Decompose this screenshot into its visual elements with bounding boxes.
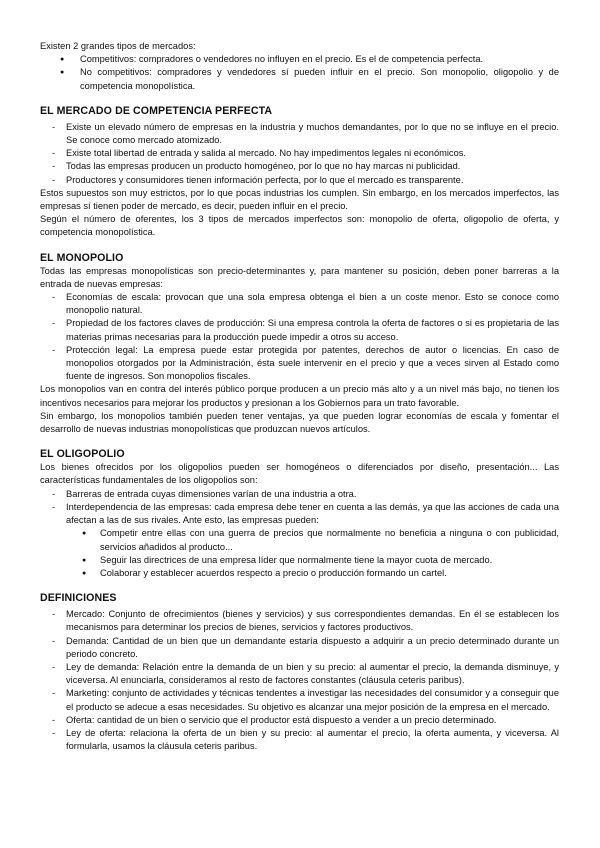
list-item: ● Seguir las directrices de una empresa líder que normalmente tiene la mayor cuota de mercado. bbox=[40, 554, 559, 567]
list-item: - Protección legal: La empresa puede estar protegida por patentes, derechos de autor o licencias. En caso de monopolios otorgados por la Administración, ésta suele intervenir en el precio y que a veces sirven al Estado como fuente de ingresos. Son monopolios fiscales. bbox=[40, 344, 559, 384]
section-title-definitions: DEFINICIONES bbox=[40, 592, 117, 605]
paragraph: Según el número de oferentes, los 3 tipos de mercados imperfectos son: monopolio de oferta, oligopolio de oferta, y competencia monopolística. bbox=[40, 214, 559, 238]
paragraph: Sin embargo, los monopolios también pueden tener ventajas, ya que pueden lograr economías de escala y fomentar el desarrollo de nuevas industrias monopolísticas que produzcan nuevos artículos. bbox=[40, 410, 559, 435]
list-item: - Interdependencia de las empresas: cada empresa debe tener en cuenta a las demás, ya que las acciones de cada una afectan a las de sus rivales. Ante esto, las empresas pueden: bbox=[40, 501, 559, 527]
list-item: - Barreras de entrada cuyas dimensiones varían de una industria a otra. bbox=[40, 488, 559, 501]
list-item: - Ley de oferta: relaciona la oferta de un bien y su precio: al aumentar el precio, la oferta aumenta, y viceversa. Al formularla, usamos la cláusula ceteris paribus. bbox=[40, 727, 559, 753]
list-item: ● No competitivos: compradores y vendedores sí pueden influir en el precio. Son monopolio, oligopolio y de competencia monopolística. bbox=[40, 66, 559, 92]
list-item: - Existe un elevado número de empresas en la industria y muchos demandantes, por lo que no se influye en el precio. Se conoce como mercado atomizado. bbox=[40, 121, 559, 147]
list-item: - Propiedad de los factores claves de producción: Si una empresa controla la oferta de factores o si es propietaria de las materias primas necesarias para la producción puede impedir a otros su acceso. bbox=[40, 317, 559, 343]
section-title-perfect-competition: EL MERCADO DE COMPETENCIA PERFECTA bbox=[40, 104, 273, 117]
section-title-monopoly: EL MONOPOLIO bbox=[40, 251, 124, 264]
list-item: - Marketing: conjunto de actividades y técnicas tendentes a investigar las necesidades del consumidor y a conseguir que el producto se adecue a esas necesidades. Su objetivo es alcanzar una mejor posición de la empresa en el mercado. bbox=[40, 687, 559, 713]
paragraph: Los bienes ofrecidos por los oligopolios pueden ser homogéneos o diferenciados por diseño, presentación... Las características fundamentales de los oligopolios son: bbox=[40, 462, 559, 486]
list-item: - Ley de demanda: Relación entre la demanda de un bien y su precio: al aumentar el precio, la demanda disminuye, y viceversa. Al enunciarla, consideramos al resto de factores constantes (cláusula ceteris paribus). bbox=[40, 661, 559, 687]
list-item: - Demanda: Cantidad de un bien que un demandante estaría dispuesto a adquirir a un precio determinado durante un periodo concreto. bbox=[40, 635, 559, 661]
list-item: ● Colaborar y establecer acuerdos respecto a precio o producción formando un cartel. bbox=[40, 567, 559, 580]
list-item: - Oferta: cantidad de un bien o servicio que el productor está dispuesto a vender a un precio determinado. bbox=[40, 714, 559, 727]
list-item: - Todas las empresas producen un producto homogéneo, por lo que no hay marcas ni publicidad. bbox=[40, 160, 559, 173]
list-item: ● Competitivos: compradores o vendedores no influyen en el precio. Es el de competencia perfecta. bbox=[40, 53, 559, 66]
document-page bbox=[40, 40, 559, 753]
list-item: - Mercado: Conjunto de ofrecimientos (bienes y servicios) y sus correspondientes demandas. En él se establecen los mecanismos para determinar los precios de bienes, servicios y factores productivos. bbox=[40, 608, 559, 634]
paragraph: Estos supuestos son muy estrictos, por lo que pocas industrias los cumplen. Sin embargo, en los mercados imperfectos, las empresas sí tienen poder de mercado, es decir, pueden influir en el precio. bbox=[40, 187, 559, 212]
paragraph: Todas las empresas monopolísticas son precio-determinantes y, para mantener su posición, deben poner barreras a la entrada de nuevas empresas: bbox=[40, 265, 559, 289]
list-item: ● Competir entre ellas con una guerra de precios que normalmente no beneficia a ninguna o con publicidad, servicios añadidos al producto... bbox=[40, 527, 559, 553]
section-title-oligopoly: EL OLIGOPOLIO bbox=[40, 448, 125, 461]
perfect-competition-list bbox=[40, 121, 559, 187]
monopoly-barriers-list bbox=[40, 291, 559, 383]
intro-text: Existen 2 grandes tipos de mercados: bbox=[40, 41, 196, 51]
oligopoly-strategies-list bbox=[40, 527, 559, 580]
market-types-list bbox=[40, 53, 559, 93]
list-item: - Productores y consumidores tienen información perfecta, por lo que el mercado es transparente. bbox=[40, 174, 559, 187]
paragraph: Los monopolios van en contra del interés público porque producen a un precio más alto y a un nivel más bajo, no tienen los incentivos necesarios para mejorar los productos y presionan a los Gobiernos para un trato favorable. bbox=[40, 384, 559, 408]
list-item: - Existe total libertad de entrada y salida al mercado. No hay impedimentos legales ni económicos. bbox=[40, 147, 559, 160]
list-item: - Economías de escala: provocan que una sola empresa obtenga el bien a un coste menor. Esto se conoce como monopolio natural. bbox=[40, 291, 559, 317]
oligopoly-features-list bbox=[40, 488, 559, 528]
definitions-list bbox=[40, 608, 559, 753]
